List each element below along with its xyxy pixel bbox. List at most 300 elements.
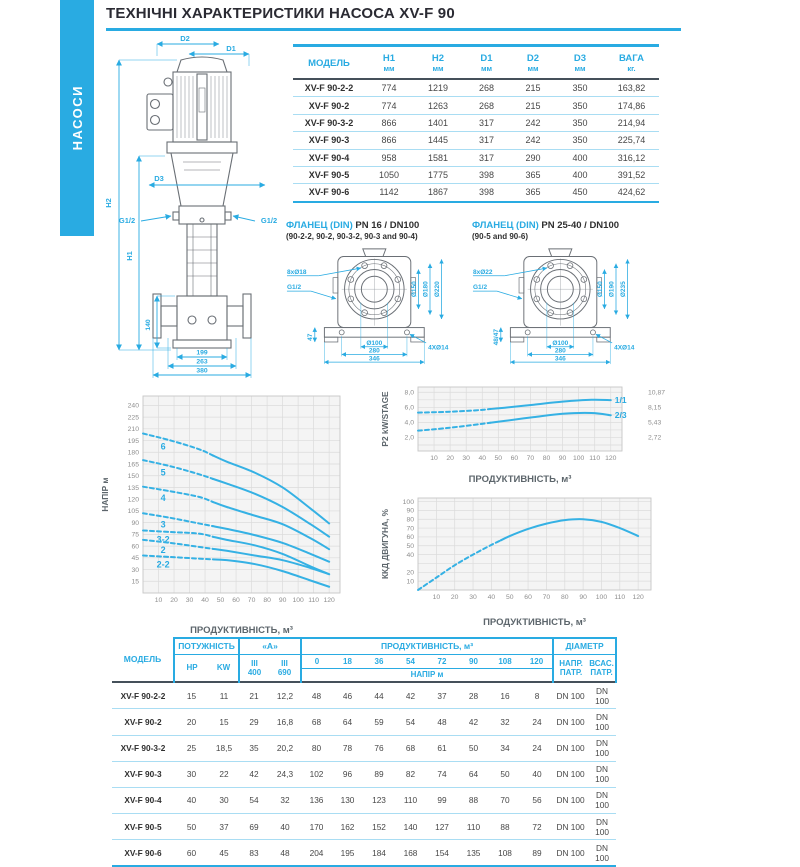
flange-models: (90-2-2, 90-2, 90-3-2, 90-3 and 90-4) <box>286 232 418 241</box>
table-cell: 215 <box>510 97 556 114</box>
table-row <box>293 166 659 183</box>
table-cell: 1581 <box>413 149 463 166</box>
table-cell: 56 <box>521 787 553 813</box>
svg-text:1/1: 1/1 <box>614 395 627 406</box>
flange-section-pn25-40 <box>472 220 668 371</box>
flange-dimension-labels <box>287 269 449 363</box>
flange-dimension-lines <box>473 259 628 364</box>
col-flow-120: 120 <box>529 656 544 666</box>
col-flow-0: 0 <box>301 654 332 668</box>
table-cell: 1445 <box>413 132 463 149</box>
dim-d180: Ø180 <box>422 281 430 298</box>
table-cell: 40 <box>521 761 553 787</box>
model-cell: XV-F 90-6 <box>293 184 365 202</box>
svg-text:30: 30 <box>469 594 477 601</box>
svg-text:70: 70 <box>526 455 535 462</box>
table-cell: 154 <box>426 840 458 867</box>
head-flow-chart <box>98 384 356 641</box>
table-cell: 30 <box>174 761 209 787</box>
flange-outline <box>324 249 424 342</box>
svg-text:100: 100 <box>572 455 585 462</box>
table-cell: 316,12 <box>604 149 659 166</box>
svg-text:20: 20 <box>406 569 414 577</box>
table-cell: 400 <box>556 166 604 183</box>
model-cell: XV-F 90-2-2 <box>293 79 365 97</box>
dim-d235: Ø235 <box>620 281 628 298</box>
table-cell: 20,2 <box>269 735 301 761</box>
table-cell: 21 <box>239 682 269 709</box>
svg-text:90: 90 <box>131 519 139 527</box>
dim-380: 380 <box>196 367 208 375</box>
svg-text:180: 180 <box>127 449 139 457</box>
table-cell: 16 <box>489 682 521 709</box>
table-cell: 774 <box>365 79 413 97</box>
table-cell: 40 <box>174 787 209 813</box>
svg-text:10: 10 <box>406 578 414 586</box>
chart-svg <box>378 379 688 485</box>
table-cell: 317 <box>463 114 510 131</box>
table-cell: 958 <box>365 149 413 166</box>
dim-base-holes: 4XØ14 <box>614 344 635 352</box>
table-cell: DN 100 <box>588 787 616 813</box>
dim-346: 346 <box>368 355 380 363</box>
table-cell: 20 <box>174 709 209 735</box>
dim-thread: G1/2 <box>472 284 488 292</box>
table-cell: 24 <box>521 735 553 761</box>
svg-text:50: 50 <box>494 455 503 462</box>
table-cell: 99 <box>426 787 458 813</box>
table-cell: 35 <box>239 735 269 761</box>
col-flow-72: 72 <box>437 656 447 666</box>
dim-d1: D1 <box>226 44 236 53</box>
chart-svg <box>98 384 356 636</box>
col-group-power: ПОТУЖНІСТЬ <box>174 638 239 654</box>
table-cell: 78 <box>332 735 363 761</box>
table-cell: 29 <box>239 709 269 735</box>
svg-text:2/3: 2/3 <box>614 410 627 421</box>
col-amps-400: III 400 <box>239 654 269 682</box>
svg-text:3-2: 3-2 <box>156 534 170 545</box>
table-cell: DN 100 <box>553 840 588 867</box>
svg-text:110: 110 <box>308 597 320 604</box>
table-cell: 70 <box>489 787 521 813</box>
svg-text:40: 40 <box>201 597 209 604</box>
svg-text:195: 195 <box>127 437 139 445</box>
pump-dimension-drawing <box>96 30 298 382</box>
table-cell: 15 <box>209 709 239 735</box>
dim-48-47: 48/47 <box>492 329 500 346</box>
table-cell: 83 <box>239 840 269 867</box>
model-cell: XV-F 90-2 <box>293 97 365 114</box>
table-cell: 28 <box>458 682 489 709</box>
pump-outline <box>147 57 251 348</box>
svg-text:70: 70 <box>247 597 256 604</box>
svg-text:70: 70 <box>542 594 551 601</box>
dim-280: 280 <box>554 347 566 355</box>
table-cell: 80 <box>301 735 332 761</box>
table-cell: 136 <box>301 787 332 813</box>
svg-text:20: 20 <box>446 455 454 462</box>
table-cell: 317 <box>463 132 510 149</box>
table-cell: 24,3 <box>269 761 301 787</box>
table-cell: 61 <box>426 735 458 761</box>
table-cell: 268 <box>463 79 510 97</box>
svg-text:15: 15 <box>131 578 139 586</box>
col-flow-18: 18 <box>343 656 352 666</box>
model-cell: XV-F 90-3-2 <box>293 114 365 131</box>
dim-d3: D3 <box>154 174 164 183</box>
svg-text:ПРОДУКТИВНІСТЬ, м³: ПРОДУКТИВНІСТЬ, м³ <box>468 474 572 485</box>
col-d3: D3 мм <box>573 53 587 73</box>
col-amps-690: III 690 <box>277 658 292 677</box>
table-cell: 64 <box>332 709 363 735</box>
svg-text:2-2: 2-2 <box>156 559 170 570</box>
model-cell: XV-F 90-3-2 <box>112 735 174 761</box>
table-cell: 46 <box>332 682 363 709</box>
svg-text:80: 80 <box>263 597 271 604</box>
col-group-flow: ПРОДУКТИВНІСТЬ, м³ <box>301 638 553 654</box>
svg-text:10: 10 <box>154 597 163 604</box>
svg-text:6,0: 6,0 <box>404 404 414 412</box>
table-cell: DN 100 <box>588 840 616 867</box>
table-cell: 290 <box>510 149 556 166</box>
table-cell: 15 <box>174 682 209 709</box>
table-cell: 110 <box>395 787 426 813</box>
table-cell: 34 <box>489 735 521 761</box>
dim-d150: Ø150 <box>597 281 605 298</box>
performance-table <box>112 637 616 867</box>
table-cell: DN 100 <box>588 735 616 761</box>
dim-bore: Ø100 <box>366 339 383 347</box>
table-cell: 44 <box>363 682 395 709</box>
table-cell: 350 <box>556 97 604 114</box>
svg-text:90: 90 <box>558 455 567 462</box>
svg-text:НАПІР м: НАПІР м <box>100 477 110 512</box>
table-cell: 40 <box>269 814 301 840</box>
svg-text:110: 110 <box>614 594 626 601</box>
model-cell: XV-F 90-4 <box>112 787 174 813</box>
table-cell: 391,52 <box>604 166 659 183</box>
col-flow-90: 90 <box>469 656 478 666</box>
table-cell: 350 <box>556 114 604 131</box>
svg-text:ПРОДУКТИВНІСТЬ, м³: ПРОДУКТИВНІСТЬ, м³ <box>190 625 293 636</box>
table-row <box>112 709 616 735</box>
svg-text:40: 40 <box>406 551 414 559</box>
col-suction-port: ВСАС. ПАТР. <box>588 654 616 682</box>
svg-text:60: 60 <box>232 597 240 604</box>
dim-bore: Ø100 <box>552 339 569 347</box>
table-row <box>112 735 616 761</box>
table-cell: 68 <box>395 735 426 761</box>
table-cell: 59 <box>363 709 395 735</box>
table-cell: 365 <box>510 184 556 202</box>
table-cell: 195 <box>332 840 363 867</box>
svg-text:30: 30 <box>131 566 139 574</box>
table-cell: 450 <box>556 184 604 202</box>
svg-text:50: 50 <box>505 594 514 601</box>
table-cell: 174,86 <box>604 97 659 114</box>
svg-text:70: 70 <box>406 525 414 533</box>
table-row <box>112 840 616 867</box>
svg-text:135: 135 <box>127 484 139 492</box>
svg-text:5,43: 5,43 <box>648 419 662 427</box>
model-cell: XV-F 90-3 <box>293 132 365 149</box>
table-cell: 1050 <box>365 166 413 183</box>
table-cell: 350 <box>556 132 604 149</box>
svg-text:2: 2 <box>160 545 166 556</box>
table-cell: 215 <box>510 79 556 97</box>
svg-text:20: 20 <box>170 597 178 604</box>
table-cell: 25 <box>174 735 209 761</box>
dim-d2: D2 <box>180 34 190 43</box>
table-cell: 424,62 <box>604 184 659 202</box>
table-row <box>112 787 616 813</box>
flange-section-pn16 <box>286 220 482 371</box>
svg-text:75: 75 <box>131 531 139 539</box>
svg-text:20: 20 <box>450 594 459 601</box>
table-cell: 16,8 <box>269 709 301 735</box>
table-cell: 48 <box>301 682 332 709</box>
svg-text:45: 45 <box>131 555 139 563</box>
svg-text:100: 100 <box>595 594 608 601</box>
table-cell: 88 <box>489 814 521 840</box>
table-cell: 108 <box>489 840 521 867</box>
table-row <box>293 184 659 202</box>
svg-text:30: 30 <box>185 597 194 604</box>
model-cell: XV-F 90-6 <box>112 840 174 867</box>
dim-bolts: 8xØ18 <box>286 268 307 276</box>
svg-text:10,87: 10,87 <box>648 389 666 397</box>
table-cell: 60 <box>174 840 209 867</box>
col-d2: D2 мм <box>526 53 540 73</box>
table-cell: DN 100 <box>553 735 588 761</box>
table-cell: DN 100 <box>588 682 616 709</box>
svg-text:240: 240 <box>127 402 139 410</box>
table-cell: 350 <box>556 79 604 97</box>
table-cell: 866 <box>365 114 413 131</box>
table-cell: 37 <box>426 682 458 709</box>
table-cell: 24 <box>521 709 553 735</box>
table-cell: 163,82 <box>604 79 659 97</box>
svg-text:150: 150 <box>127 473 139 481</box>
col-weight: ВАГА кг. <box>619 53 644 73</box>
table-cell: 42 <box>395 682 426 709</box>
dim-d220: Ø220 <box>434 281 442 298</box>
table-cell: DN 100 <box>588 814 616 840</box>
table-cell: 1867 <box>413 184 463 202</box>
dim-g-left: G1/2 <box>118 216 136 225</box>
svg-text:4: 4 <box>160 493 166 504</box>
dim-h2: H2 <box>104 198 113 208</box>
dim-g-right: G1/2 <box>260 216 278 225</box>
flange-dimension-labels <box>473 269 635 363</box>
table-cell: 50 <box>174 814 209 840</box>
table-cell: 74 <box>426 761 458 787</box>
svg-text:120: 120 <box>605 455 617 462</box>
table-cell: 69 <box>239 814 269 840</box>
svg-text:165: 165 <box>127 461 139 469</box>
dim-263: 263 <box>196 358 208 366</box>
model-cell: XV-F 90-5 <box>112 814 174 840</box>
model-cell: XV-F 90-4 <box>293 149 365 166</box>
dim-140: 140 <box>145 319 152 331</box>
table-cell: 1775 <box>413 166 463 183</box>
svg-text:105: 105 <box>127 508 139 516</box>
table-cell: 42 <box>239 761 269 787</box>
dim-thread: G1/2 <box>286 284 302 292</box>
table-cell: 400 <box>556 149 604 166</box>
svg-text:30: 30 <box>462 455 470 462</box>
svg-text:120: 120 <box>323 597 335 604</box>
dimensions-table <box>293 44 659 203</box>
svg-text:ККД ДВИГУНА, %: ККД ДВИГУНА, % <box>380 508 390 580</box>
svg-text:60: 60 <box>524 594 532 601</box>
table-cell: DN 100 <box>553 787 588 813</box>
table-cell: 22 <box>209 761 239 787</box>
dim-346: 346 <box>554 355 566 363</box>
col-flow-36: 36 <box>374 656 384 666</box>
table-cell: 96 <box>332 761 363 787</box>
table-cell: 12,2 <box>269 682 301 709</box>
dim-base-holes: 4XØ14 <box>428 344 449 352</box>
svg-text:60: 60 <box>406 534 414 542</box>
table-cell: 32 <box>489 709 521 735</box>
col-h2: H2 мм <box>431 53 445 73</box>
table-cell: 37 <box>209 814 239 840</box>
table-row <box>293 132 659 149</box>
flange-drawing-pn16 <box>286 245 478 366</box>
svg-text:60: 60 <box>131 543 139 551</box>
table-cell: 170 <box>301 814 332 840</box>
svg-text:90: 90 <box>278 597 287 604</box>
col-hp: HP <box>174 654 209 682</box>
table-cell: 8 <box>521 682 553 709</box>
table-cell: 30 <box>209 787 239 813</box>
table-cell: 268 <box>463 97 510 114</box>
col-h1: H1 мм <box>382 53 396 73</box>
table-cell: 152 <box>363 814 395 840</box>
svg-text:2,0: 2,0 <box>404 434 414 442</box>
svg-text:100: 100 <box>402 498 414 506</box>
table-cell: 50 <box>489 761 521 787</box>
col-model: МОДЕЛЬ <box>308 57 350 69</box>
svg-text:8,15: 8,15 <box>648 404 662 412</box>
table-cell: 184 <box>363 840 395 867</box>
svg-text:2,72: 2,72 <box>648 434 662 442</box>
table-cell: 18,5 <box>209 735 239 761</box>
svg-text:P2 kW/STAGE: P2 kW/STAGE <box>380 391 390 447</box>
dim-199: 199 <box>196 349 208 357</box>
flange-drawing-pn25-40 <box>472 245 664 366</box>
svg-text:6: 6 <box>160 441 166 452</box>
svg-text:210: 210 <box>127 426 139 434</box>
table-cell: 1263 <box>413 97 463 114</box>
svg-text:50: 50 <box>406 543 414 551</box>
table-row <box>293 97 659 114</box>
table-cell: 317 <box>463 149 510 166</box>
svg-text:120: 120 <box>632 594 644 601</box>
table-cell: 76 <box>363 735 395 761</box>
svg-text:10: 10 <box>430 455 438 462</box>
table-cell: 214,94 <box>604 114 659 131</box>
table-cell: 1142 <box>365 184 413 202</box>
svg-text:4,0: 4,0 <box>404 419 414 427</box>
table-row <box>112 682 616 709</box>
svg-text:3: 3 <box>160 519 166 530</box>
table-cell: 89 <box>521 840 553 867</box>
dim-d150: Ø150 <box>411 281 419 298</box>
svg-text:110: 110 <box>589 455 601 462</box>
svg-text:40: 40 <box>478 455 487 462</box>
model-cell: XV-F 90-2-2 <box>112 682 174 709</box>
svg-text:5: 5 <box>160 467 166 478</box>
table-cell: 45 <box>209 840 239 867</box>
table-cell: DN 100 <box>553 761 588 787</box>
svg-text:8,0: 8,0 <box>404 389 414 397</box>
col-group-amps: «А» <box>239 638 301 654</box>
table-cell: 48 <box>426 709 458 735</box>
table-cell: 102 <box>301 761 332 787</box>
table-cell: 225,74 <box>604 132 659 149</box>
table-cell: DN 100 <box>588 709 616 735</box>
table-cell: 135 <box>458 840 489 867</box>
flange-models: (90-5 and 90-6) <box>472 232 529 241</box>
performance-header-subcols <box>112 654 616 668</box>
table-row <box>112 761 616 787</box>
table-cell: 242 <box>510 114 556 131</box>
table-cell: 50 <box>458 735 489 761</box>
col-model: МОДЕЛЬ <box>112 638 174 682</box>
model-cell: XV-F 90-3 <box>112 761 174 787</box>
col-kw: KW <box>216 663 231 673</box>
table-cell: 54 <box>395 709 426 735</box>
table-cell: 140 <box>395 814 426 840</box>
table-cell: 68 <box>301 709 332 735</box>
table-cell: 64 <box>458 761 489 787</box>
table-cell: 72 <box>521 814 553 840</box>
table-cell: 127 <box>426 814 458 840</box>
svg-text:60: 60 <box>510 455 519 462</box>
table-cell: 88 <box>458 787 489 813</box>
dim-280: 280 <box>368 347 380 355</box>
col-d1: D1 мм <box>480 53 493 73</box>
table-cell: DN 100 <box>588 761 616 787</box>
table-cell: 866 <box>365 132 413 149</box>
power-per-stage-chart <box>378 379 688 490</box>
table-cell: 42 <box>458 709 489 735</box>
table-cell: 162 <box>332 814 363 840</box>
svg-text:40: 40 <box>487 594 496 601</box>
svg-text:50: 50 <box>216 597 225 604</box>
table-row <box>293 114 659 131</box>
svg-text:80: 80 <box>406 516 414 524</box>
table-cell: 1401 <box>413 114 463 131</box>
dimensions-header-row <box>293 46 659 80</box>
table-cell: 774 <box>365 97 413 114</box>
flange-dimension-lines <box>287 259 442 364</box>
sidebar-tab-pumps <box>60 0 94 236</box>
table-cell: DN 100 <box>553 814 588 840</box>
col-discharge-port: НАПР. ПАТР. <box>553 654 588 682</box>
table-cell: 110 <box>458 814 489 840</box>
table-row <box>112 814 616 840</box>
model-cell: XV-F 90-2 <box>112 709 174 735</box>
dim-d190: Ø190 <box>608 281 616 298</box>
table-cell: 11 <box>209 682 239 709</box>
table-cell: 82 <box>395 761 426 787</box>
table-cell: 1219 <box>413 79 463 97</box>
table-cell: 168 <box>395 840 426 867</box>
